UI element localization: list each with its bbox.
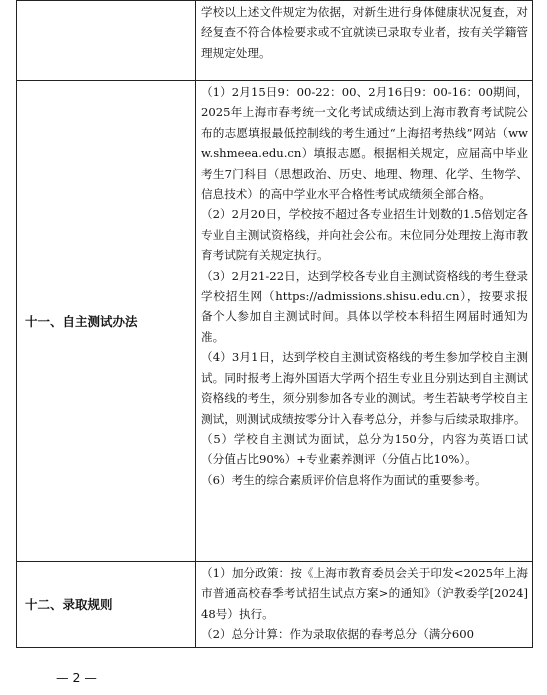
row-content bbox=[196, 562, 533, 648]
info-table bbox=[16, 0, 533, 648]
paragraph: （4）3月1日，达到学校自主测试资格线的考生参加学校自主测试。同时报考上海外国语大学两个招生专业且分别达到自主测试资格线的考生，须分别参加各专业的测试。考生若缺考学校自主测试，则测试成绩按零分计入春考总分，并参与后续录取排序。 bbox=[201, 350, 528, 426]
paragraph: （5）学校自主测试为面试，总分为150分，内容为英语口试（分值占比90%）+专业素养测评（分值占比10%）。 bbox=[201, 431, 528, 467]
paragraph: （2）总分计算：作为录取依据的春考总分（满分600 bbox=[201, 627, 474, 642]
table-row bbox=[17, 81, 533, 562]
paragraph: （2）2月20日，学校按不超过各专业招生计划数的1.5倍划定各专业自主测试资格线，并向社会公布。末位同分处理按上海市教育考试院有关规定执行。 bbox=[201, 207, 528, 263]
table-row bbox=[17, 1, 533, 81]
paragraph: （1）加分政策：按《上海市教育委员会关于印发<2025年上海市普通高校春季考试招生试点方案>的通知》（沪教委学[2024]48号）执行。 bbox=[201, 566, 528, 621]
table-row bbox=[17, 562, 533, 648]
paragraph: （1）2月15日9：00-22：00、2月16日9：00-16：00期间，2025年上海市春考统一文化考试成绩达到上海市教育考试院公布的志愿填报最低控制线的考生通过“上海招考热线”网站（www.shmeea.edu.cn）填报志愿。根据相关规定，应届高中毕业考生7门科目（思想政治、历史、地理、物理、化学、生物学、信息技术）的高中学业水平合格性考试成绩须全部合格。 bbox=[201, 85, 528, 202]
row-content bbox=[196, 81, 533, 562]
row-label bbox=[17, 1, 196, 81]
paragraph: 学校以上述文件规定为依据，对新生进行身体健康状况复查，对经复查不符合体检要求或不宜就读已录取专业者，按有关学籍管理规定处理。 bbox=[201, 5, 528, 60]
row-label-self-test: 十一、自主测试办法 bbox=[17, 81, 196, 562]
page-number: — 2 — bbox=[56, 670, 97, 685]
paragraph: （6）考生的综合素质评价信息将作为面试的重要参考。 bbox=[201, 472, 487, 487]
row-label-admission-rules: 十二、录取规则 bbox=[17, 562, 196, 648]
paragraph: （3）2月21-22日，达到学校各专业自主测试资格线的考生登录学校招生网（https://admissions.shisu.edu.cn），按要求报备个人参加自主测试时间。具体以学校本科招生网届时通知为准。 bbox=[201, 268, 528, 344]
row-content bbox=[196, 1, 533, 81]
